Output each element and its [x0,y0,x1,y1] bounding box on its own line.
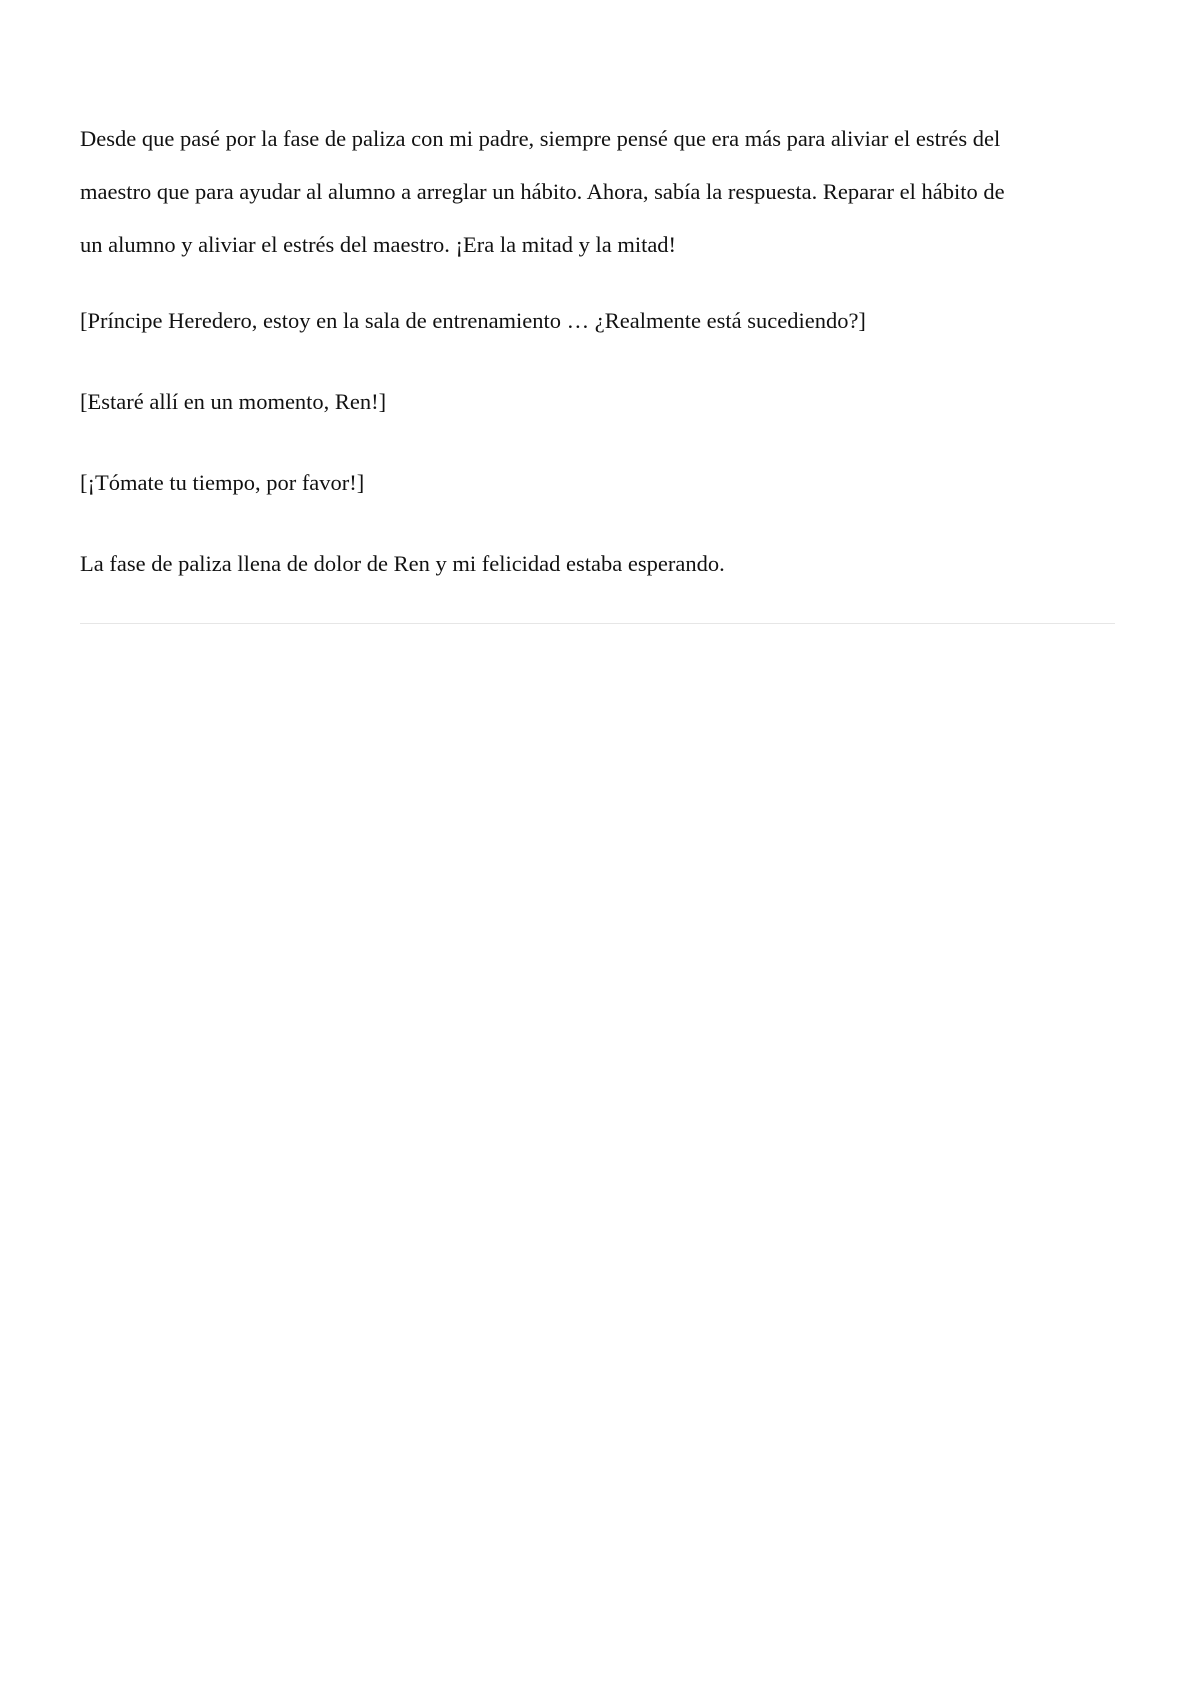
document-body [80,112,1115,590]
divider [80,623,1115,624]
paragraph: [¡Tómate tu tiempo, por favor!] [80,470,365,495]
paragraph-line: Desde que pasé por la fase de paliza con mi padre, siempre pensé que era más para aliviar el estrés del [80,126,1001,151]
paragraph-line: un alumno y aliviar el estrés del maestro. ¡Era la mitad y la mitad! [80,232,677,257]
paragraph: [Estaré allí en un momento, Ren!] [80,389,387,414]
paragraph [80,112,1115,271]
paragraph: [Príncipe Heredero, estoy en la sala de entrenamiento … ¿Realmente está sucediendo?] [80,308,866,333]
paragraph: La fase de paliza llena de dolor de Ren y mi felicidad estaba esperando. [80,551,725,576]
paragraph-line: maestro que para ayudar al alumno a arreglar un hábito. Ahora, sabía la respuesta. Reparar el hábito de [80,179,1005,204]
